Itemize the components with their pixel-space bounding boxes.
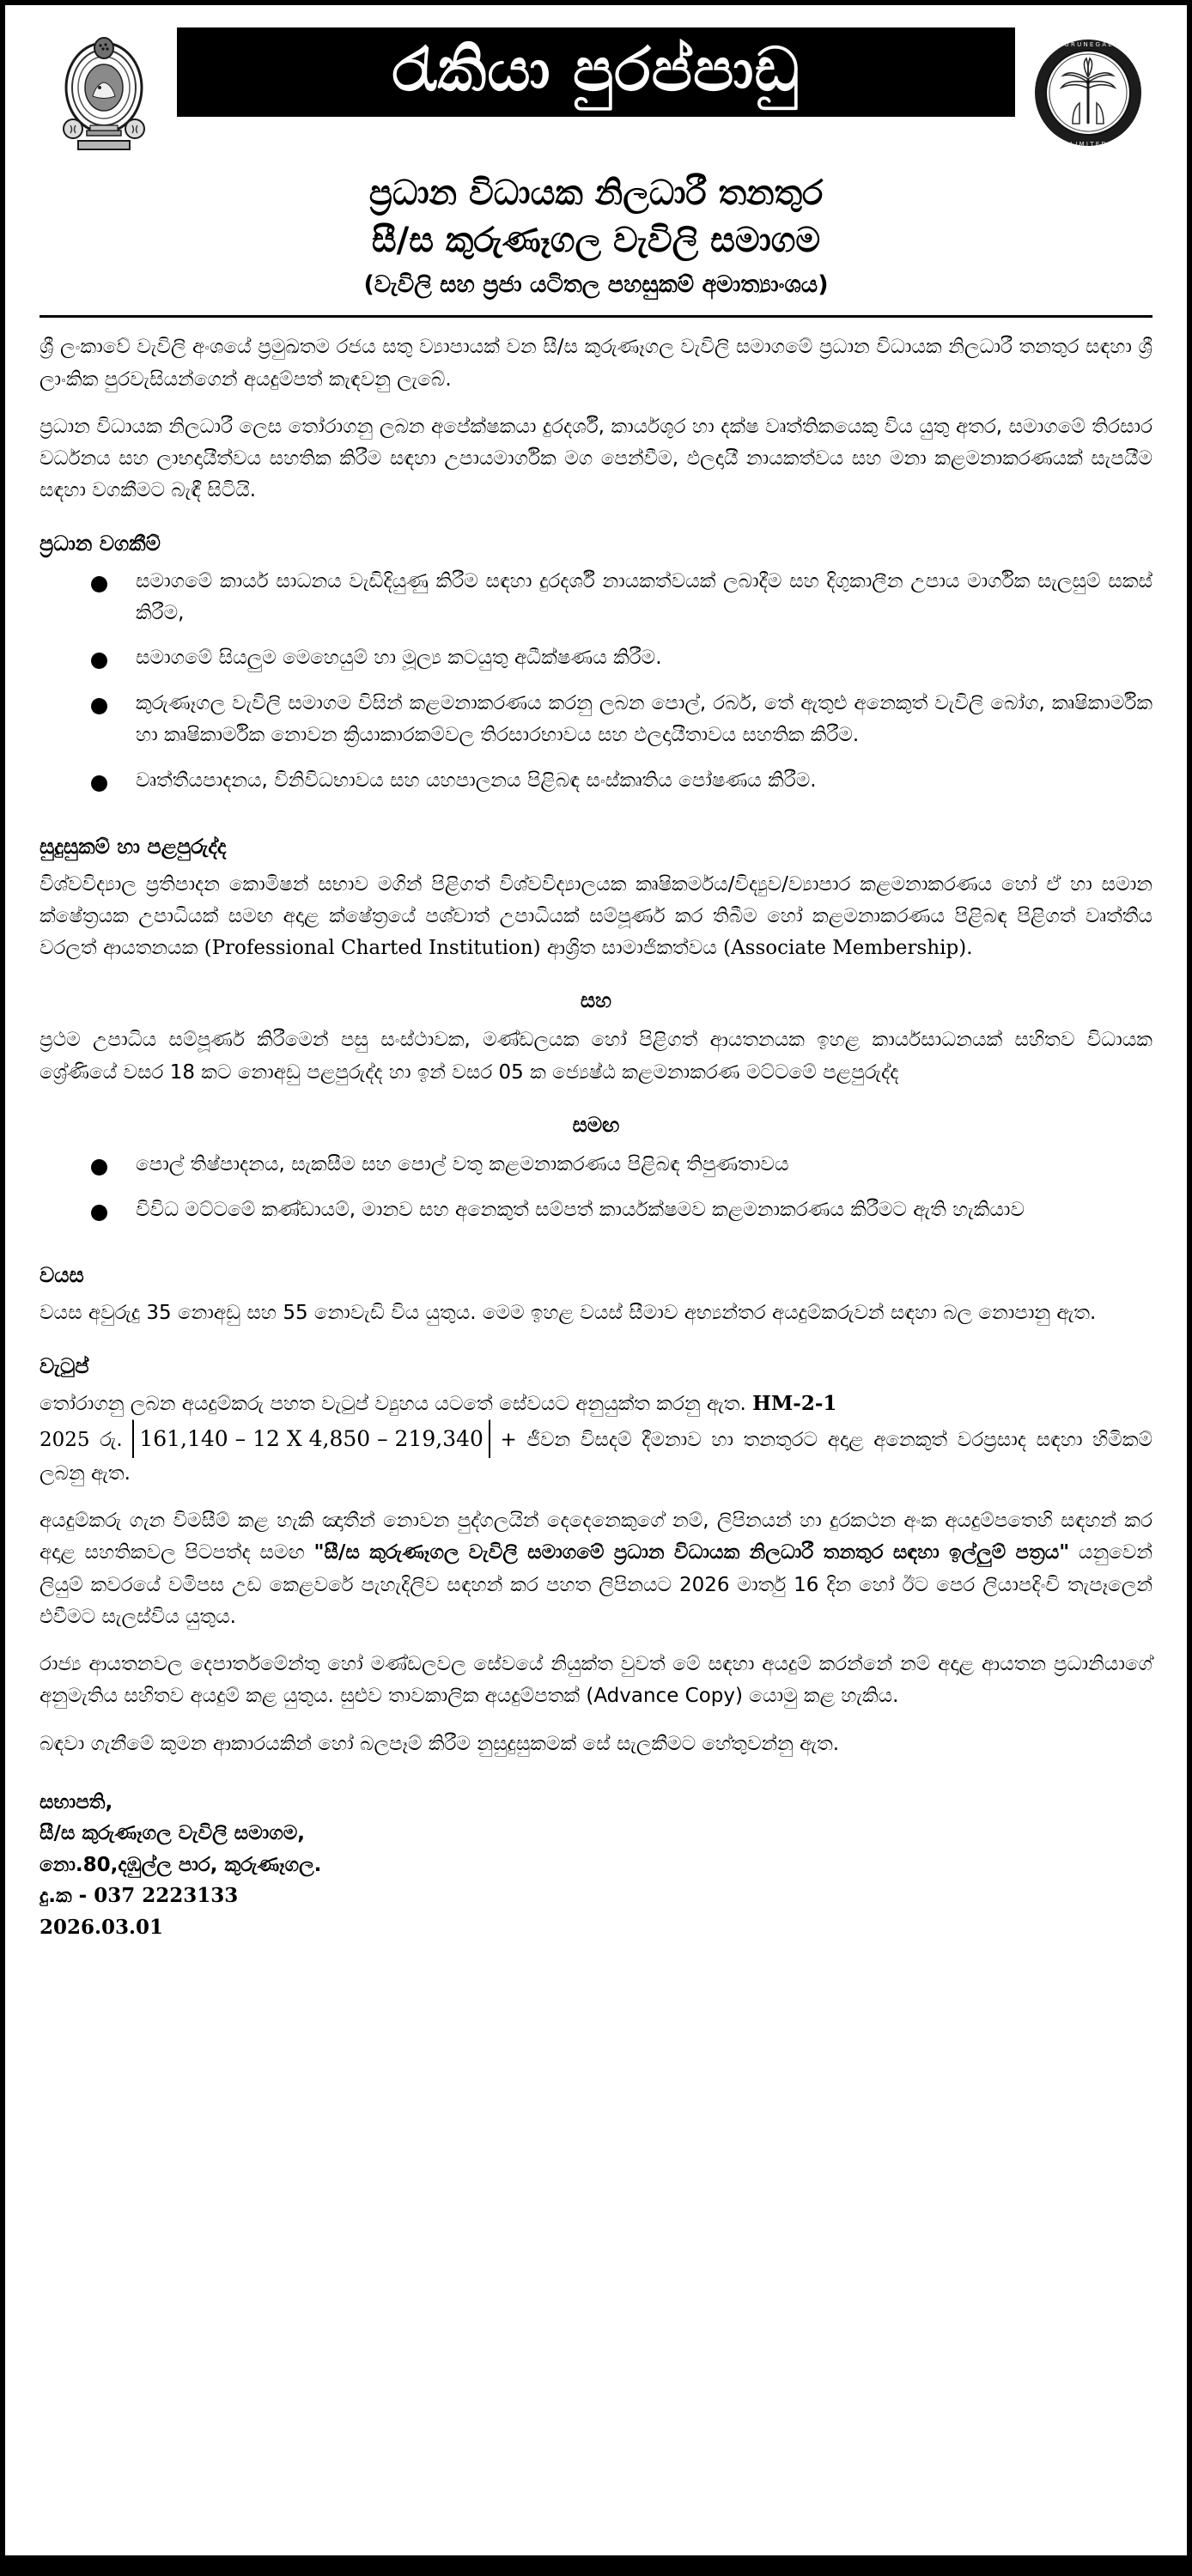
header-divider bbox=[40, 315, 1152, 318]
salary-currency: රු. bbox=[100, 1429, 123, 1452]
signoff-address: නො.80,දඹුල්ල පාර, කුරුණෑගල. bbox=[40, 1853, 322, 1876]
intro-paragraph-1: ශ්‍රී ලංකාවේ වැවිලි අංශයේ ප්‍රමුඛතම රජය සතු ව්‍යාපායක් වන සී/ස කුරුණෑගල වැවිලි සමාගමේ ප්‍රධාන විධායක නිලධාරී තනතුර සඳහා ශ්‍රී ලාංකික පුරවැසියන්ගෙන් අයදුම්පත් කැඳවනු ලැබේ. bbox=[40, 336, 1152, 391]
phone-label: දු.ක - bbox=[40, 1885, 88, 1908]
salary-scale: 161,140 – 12 X 4,850 – 219,340 bbox=[132, 1419, 490, 1458]
salary-paragraph bbox=[40, 1388, 1152, 1491]
list-item: කුරුණෑගල වැවිලි සමාගම විසින් කළමනාකරණය කරනු ලබන පොල්, රබර්, තේ ඇතුළු අනෙකුත් වැවිලි බෝග, කෘෂිකාර්මික හා කෘෂිකාර්මික නොවන ක්‍රියාකාරකම්වල තිරසාරභාවය සහ ඵලදායීතාවය සහතික කිරීම. bbox=[91, 688, 1152, 751]
envelope-marking-text: "සී/ස කුරුණෑගල වැවිලි සමාගමේ ප්‍රධාන විධායක නිලධාරී තනතුර සඳහා ඉල්ලුම් පත්‍රය" bbox=[313, 1541, 1070, 1564]
list-item: සමාගමේ කාර්ය සාධනය වැඩිදියුණු කිරීම සඳහා දුරදර්ශී නායකත්වයක් ලබාදීම සහ දිගුකාලීන උපාය මාර්ගික සැලසුම් සකස් කිරීම, bbox=[91, 566, 1152, 629]
age-paragraph: වයස අවුරුදු 35 නොඅඩු සහ 55 නොවැඩි විය යුතුය. මෙම ඉහළ වයස් සීමාව අභ්‍යන්තර අයදුම්කරුවන් සඳහා බල නොපානු ඇත. bbox=[40, 1302, 1097, 1325]
main-duties-heading: ප්‍රධාන වගකීම් bbox=[40, 531, 161, 556]
position-title: ප්‍රධාන විධායක නිලධාරී තනතුර bbox=[368, 173, 824, 213]
application-text-pre: අයදුම්කරු ගැන විමසීම් කළ හැකි ඤාතීන් නොවන පුද්ගලයින් දෙදෙනෙකුගේ නම්, ලිපිනයන් හා දුරකථන අංක අයදුම්පතෙහි සඳහන් කර අදාළ සහතිකවල පිටපත්ද සමඟ bbox=[40, 1510, 1152, 1564]
qualifications-paragraph bbox=[40, 869, 1152, 965]
caution-paragraph: බඳවා ගැනීමේ කුමන ආකාරයකින් හෝ බලපෑම් කිරීම නුසුදුසුකමක් සේ සැලකීමට හේතුවන්නු ඇත. bbox=[40, 1732, 840, 1755]
phone-number: 037 2223133 bbox=[94, 1884, 239, 1908]
government-employees-paragraph: රාජ්‍ය ආයතනවල දෙපාර්තමේන්තු හෝ මණ්ඩලවල සේවයේ නියුක්ත වුවත් මේ සඳහා අයදුම් කරන්නේ නම් අදාළ ආයතන ප්‍රධානියාගේ අනුමැතිය සහිතව අයදුම් කළ යුතුය. සුළුව තාවකාලික අයදුම්පතක් (Advance Copy) යොමු කළ හැකිය. bbox=[40, 1653, 1152, 1708]
application-text-post: යනුවෙන් ලියුම් කවරයේ වමිපස උඩ කෙළවරේ පැහැදිලිව සඳහන් කර පහත ලිපිනයට 2026 මාර්තු 16 දින හෝ ඊට පෙර ලියාපදිංචි තැපෑලෙන් එවීමට සැලස්විය යුතුය. bbox=[40, 1541, 1153, 1628]
conjunction-with: සමඟ bbox=[572, 1112, 620, 1137]
associate-membership-en: (Associate Membership). bbox=[723, 937, 973, 959]
salary-heading: වැටුප් bbox=[40, 1353, 89, 1378]
age-heading: වයස bbox=[40, 1263, 84, 1288]
banner-title: රැකියා පුරප්පාඩු bbox=[177, 27, 1015, 117]
signoff-company: සී/ස කුරුණෑගල වැවිලි සමාගම, bbox=[40, 1822, 306, 1845]
sri-lanka-national-emblem-icon bbox=[40, 27, 168, 155]
salary-text-pre: තෝරාගනු ලබන අයදුම්කරු පහත වැටුප් ව්‍යුහය යටතේ සේවයට අනුයුක්ත කරනු ඇත. bbox=[40, 1392, 746, 1415]
signoff-title: සභාපති, bbox=[40, 1790, 113, 1814]
signoff-block bbox=[40, 1788, 1152, 1945]
signoff-date: 2026.03.01 bbox=[40, 1915, 164, 1939]
salary-year: 2025 bbox=[40, 1429, 90, 1452]
salary-text-post: + ජීවන විසදම් දීමනාව හා තනතුරට අදාළ අනෙකුත් වරප්‍රසාද සඳහා හිමිකම් ලබනු ඇත. bbox=[40, 1429, 1153, 1485]
qualifications-text-si: විශ්වවිද්‍යාල ප්‍රතිපාදන කොමිෂන් සභාව මගින් පිළිගත් විශ්වවිද්‍යාලයක කෘෂිකර්මය/විද්‍යුව/ව්‍යාපාර කළමනාකරණය හෝ ඒ හා සමාන ක්ෂේත්‍රයක උපාධියක් සමඟ අදාළ ක්ෂේත්‍රයේ පශ්චාත් උපාධියක් සම්පූර්ණ කර තිබීම හෝ කළමනාකරණය පිළිබඳ පිළිගත් වෘත්තීය වරලත් ආයතනයක bbox=[40, 872, 1152, 959]
signoff-phone bbox=[40, 1881, 1152, 1911]
professional-institution-en: (Professional Charted Institution) bbox=[204, 937, 541, 959]
svg-text:L I M I T E D: L I M I T E D bbox=[1070, 141, 1106, 148]
application-paragraph bbox=[40, 1505, 1152, 1633]
company-title: සී/ස කුරුණෑගල වැවිලි සමාගම bbox=[371, 221, 821, 261]
qualifications-text-mid: ආශ්‍රිත සාමාජිකත්වය bbox=[546, 937, 717, 959]
list-item: වෘත්තීයපාදනය, විනිවිධභාවය සහ යහපාලනය පිළිබඳ සංස්කෘතිය පෝෂණය කිරීම. bbox=[91, 765, 1152, 797]
qualifications-heading: සුදුසුකම් හා පළපුරුද්ද bbox=[40, 834, 227, 859]
conjunction-and: සහ bbox=[580, 988, 612, 1013]
main-duties-list bbox=[40, 566, 1152, 811]
document-header bbox=[40, 27, 1152, 155]
with-bullets-list bbox=[40, 1149, 1152, 1240]
salary-grade-code: HM-2-1 bbox=[752, 1391, 837, 1415]
title-block bbox=[40, 172, 1152, 308]
svg-text:K U R U N E G A L A: K U R U N E G A L A bbox=[1058, 41, 1118, 48]
intro-paragraph-2: ප්‍රධාන විධායක නිලධාරී ලෙස තෝරාගනු ලබන අපේක්ෂකයා දුරදර්ශී, කාර්යශූර හා දක්ෂ වෘත්තිකයෙකු විය යුතු අතර, සමාගමේ තිරසාර වර්ධනය සහ ලාභදායීත්වය සහතික කිරීම සඳහා උපායමාර්ගික මග පෙන්වීම, ඵලදායී නායකත්වය සහ මනා කළමනාකරණයක් සැපයීම සඳහා වගකීමට බැඳී සිටියි. bbox=[40, 415, 1152, 502]
kurunegala-plantations-seal-icon bbox=[1024, 27, 1152, 151]
experience-paragraph: ප්‍රථම උපාධිය සම්පූර්ණ කිරීමෙන් පසු සංස්ථාවක, මණ්ඩලයක හෝ පිළිගත් ආයතනයක ඉහළ කාර්යසාධනයක් සහිතව විධායක ශ්‍රේණියේ වසර 18 කට නොඅඩු පළපුරුද්ද හා ඉන් වසර 05 ක ජ්‍යෙෂ්ඨ කළමනාකරණ මට්ටමේ පළපුරුද්ද bbox=[40, 1029, 1152, 1084]
list-item: සමාගමේ සියලුම මෙහෙයුම් හා මූල්‍ය කටයුතු අධීක්ෂණය කිරීම. bbox=[91, 642, 1152, 674]
list-item: විවිධ මට්ටමේ කණ්ඩායම්, මානව සහ අනෙකුත් සම්පත් කාර්යක්ෂමව කළමනාකරණය කිරීමට ඇති හැකියාව bbox=[91, 1194, 1152, 1226]
footer-bar bbox=[5, 2555, 1187, 2571]
list-item: පොල් තිෂ්පාදනය, සැකසීම සහ පොල් වතු කළමනාකරණය පිළිබඳ තිපුණතාවය bbox=[91, 1149, 1152, 1181]
ministry-subtitle: (වැවිලි සහ ප්‍රජා යටිතල පහසුකම් අමාත්‍යාංශය) bbox=[363, 271, 829, 299]
